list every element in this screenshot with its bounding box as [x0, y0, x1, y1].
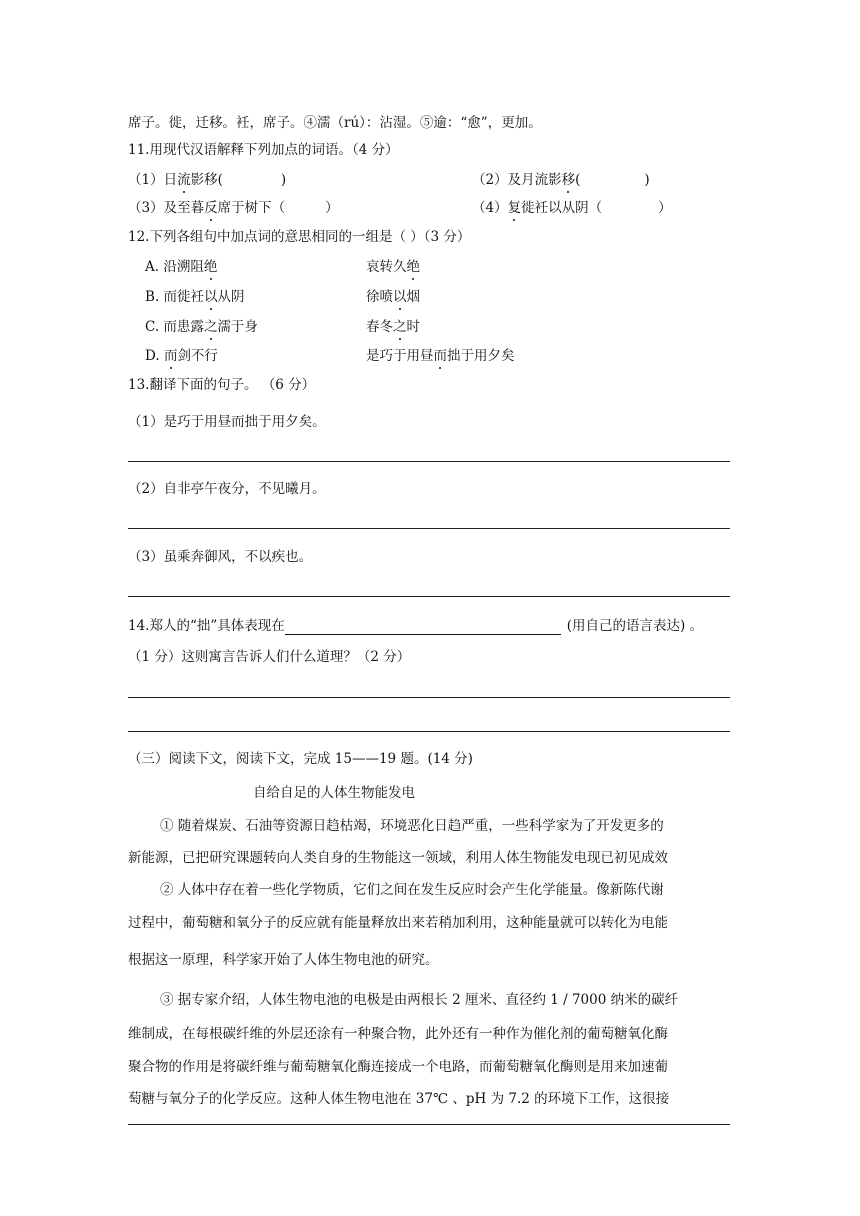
article-line-6: ③ 据专家介绍，人体生物电池的电极是由两根长 2 厘米、直径约 1 / 7000 纳米的碳纤	[160, 992, 679, 1008]
q11-item-1-close: )	[280, 172, 287, 188]
q11-item-4-close: ）	[658, 200, 672, 216]
q11-item-2	[472, 171, 650, 189]
q11-item-3-dotted-word: 反	[204, 200, 218, 216]
q12-title: 12.下列各组句中加点词的意思相同的一组是（ ）（3 分）	[128, 229, 471, 245]
q12-option-b-right: 徐喷以烟	[366, 289, 420, 305]
q11-item-1-dotted-word: 流	[177, 172, 191, 188]
q11-item-4-post: 徙衽以从阴（	[521, 200, 603, 216]
q11-item-3-close: ）	[325, 200, 339, 216]
q12-option-b-left: B. 而徙衽以从阴	[145, 289, 245, 305]
q13-title: 13.翻译下面的句子。 （6 分）	[128, 377, 316, 393]
q12-option-a-right: 哀转久绝	[366, 259, 420, 275]
section3-heading: （三）阅读下文，阅读下文，完成 15——19 题。(14 分)	[128, 751, 473, 767]
q12-option-c-left: C. 而患露之濡于身	[145, 319, 258, 335]
article-line-9: 萄糖与氧分子的化学反应。这种人体生物电池在 37℃ 、pH 为 7.2 的环境下工作，这很接	[128, 1091, 670, 1107]
q14-line-1	[128, 617, 703, 635]
q14-fill-blank[interactable]	[285, 619, 561, 635]
q12-option-a-left: A. 沿溯阻绝	[145, 259, 218, 275]
q14-suffix: (用自己的语言表达) 。	[566, 618, 704, 634]
article-line-4: 过程中，葡萄糖和氧分子的反应就有能量释放出来若稍加利用，这种能量就可以转化为电能	[128, 915, 668, 931]
q13-answer-line-3[interactable]	[128, 596, 730, 597]
article-title: 自给自足的人体生物能发电	[253, 785, 415, 801]
q13-answer-line-2[interactable]	[128, 528, 730, 529]
q11-item-1-pre: （1）日	[128, 172, 178, 188]
q11-item-2-pre: （2）及月流影	[472, 172, 562, 188]
article-line-8: 聚合物的作用是将碳纤维与葡萄糖氧化酶连接成一个电路，而葡萄糖氧化酶则是用来加速葡	[128, 1059, 668, 1075]
q11-item-3-post: 席于树下（	[217, 200, 286, 216]
q14-line-2: （1 分）这则寓言告诉人们什么道理？（2 分）	[128, 649, 411, 665]
q13-sentence-2: （2）自非亭午夜分，不见曦月。	[128, 481, 326, 497]
q11-item-1-post: 影移(	[190, 172, 223, 188]
q12-option-d-left: D. 而剑不行	[145, 348, 218, 364]
q11-item-4	[472, 199, 672, 217]
q14-answer-line-1[interactable]	[128, 697, 730, 698]
q13-sentence-3: （3）虽乘奔御风，不以疾也。	[128, 549, 313, 565]
q11-item-2-dotted-word: 移	[561, 172, 576, 188]
q11-item-3	[128, 199, 339, 217]
article-line-7: 维制成，在每根碳纤维的外层还涂有一种聚合物，此外还有一种作为催化剂的葡萄糖氧化酶	[128, 1026, 668, 1042]
q11-title: 11.用现代汉语解释下列加点的词语。（4 分）	[128, 142, 399, 158]
footnote-line: 席子。徙，迁移。衽，席子。④濡（rú）：沾湿。⑤逾：“愈”，更加。	[128, 115, 542, 131]
q11-item-1	[128, 171, 286, 189]
q11-item-4-dotted-word: 复	[507, 200, 522, 216]
q12-option-c-right: 春冬之时	[366, 319, 420, 335]
article-line-1: ① 随着煤炭、石油等资源日趋枯竭，环境恶化日趋严重，一些科学家为了开发更多的	[160, 818, 664, 834]
article-line-3: ② 人体中存在着一些化学物质，它们之间在发生反应时会产生化学能量。像新陈代谢	[160, 882, 664, 898]
q11-item-2-close: )	[644, 172, 650, 188]
article-line-5: 根据这一原理，科学家开始了人体生物电池的研究。	[128, 952, 439, 968]
q13-sentence-1: （1）是巧于用昼而拙于用夕矣。	[128, 414, 326, 430]
q13-answer-line-1[interactable]	[128, 461, 730, 462]
q11-item-2-post: (	[575, 172, 581, 188]
q14-answer-line-2[interactable]	[128, 731, 730, 732]
page-bottom-rule	[128, 1124, 730, 1125]
q11-item-3-pre: （3）及至暮	[128, 200, 205, 216]
q14-prefix: 14.郑人的“拙”具体表现在	[128, 618, 285, 634]
q11-item-4-pre: （4）	[472, 200, 508, 216]
article-line-2: 新能源，已把研究课题转向人类自身的生物能这一领域，利用人体生物能发电现已初见成效	[128, 850, 668, 866]
q12-option-d-right: 是巧于用昼而拙于用夕矣	[366, 348, 515, 364]
